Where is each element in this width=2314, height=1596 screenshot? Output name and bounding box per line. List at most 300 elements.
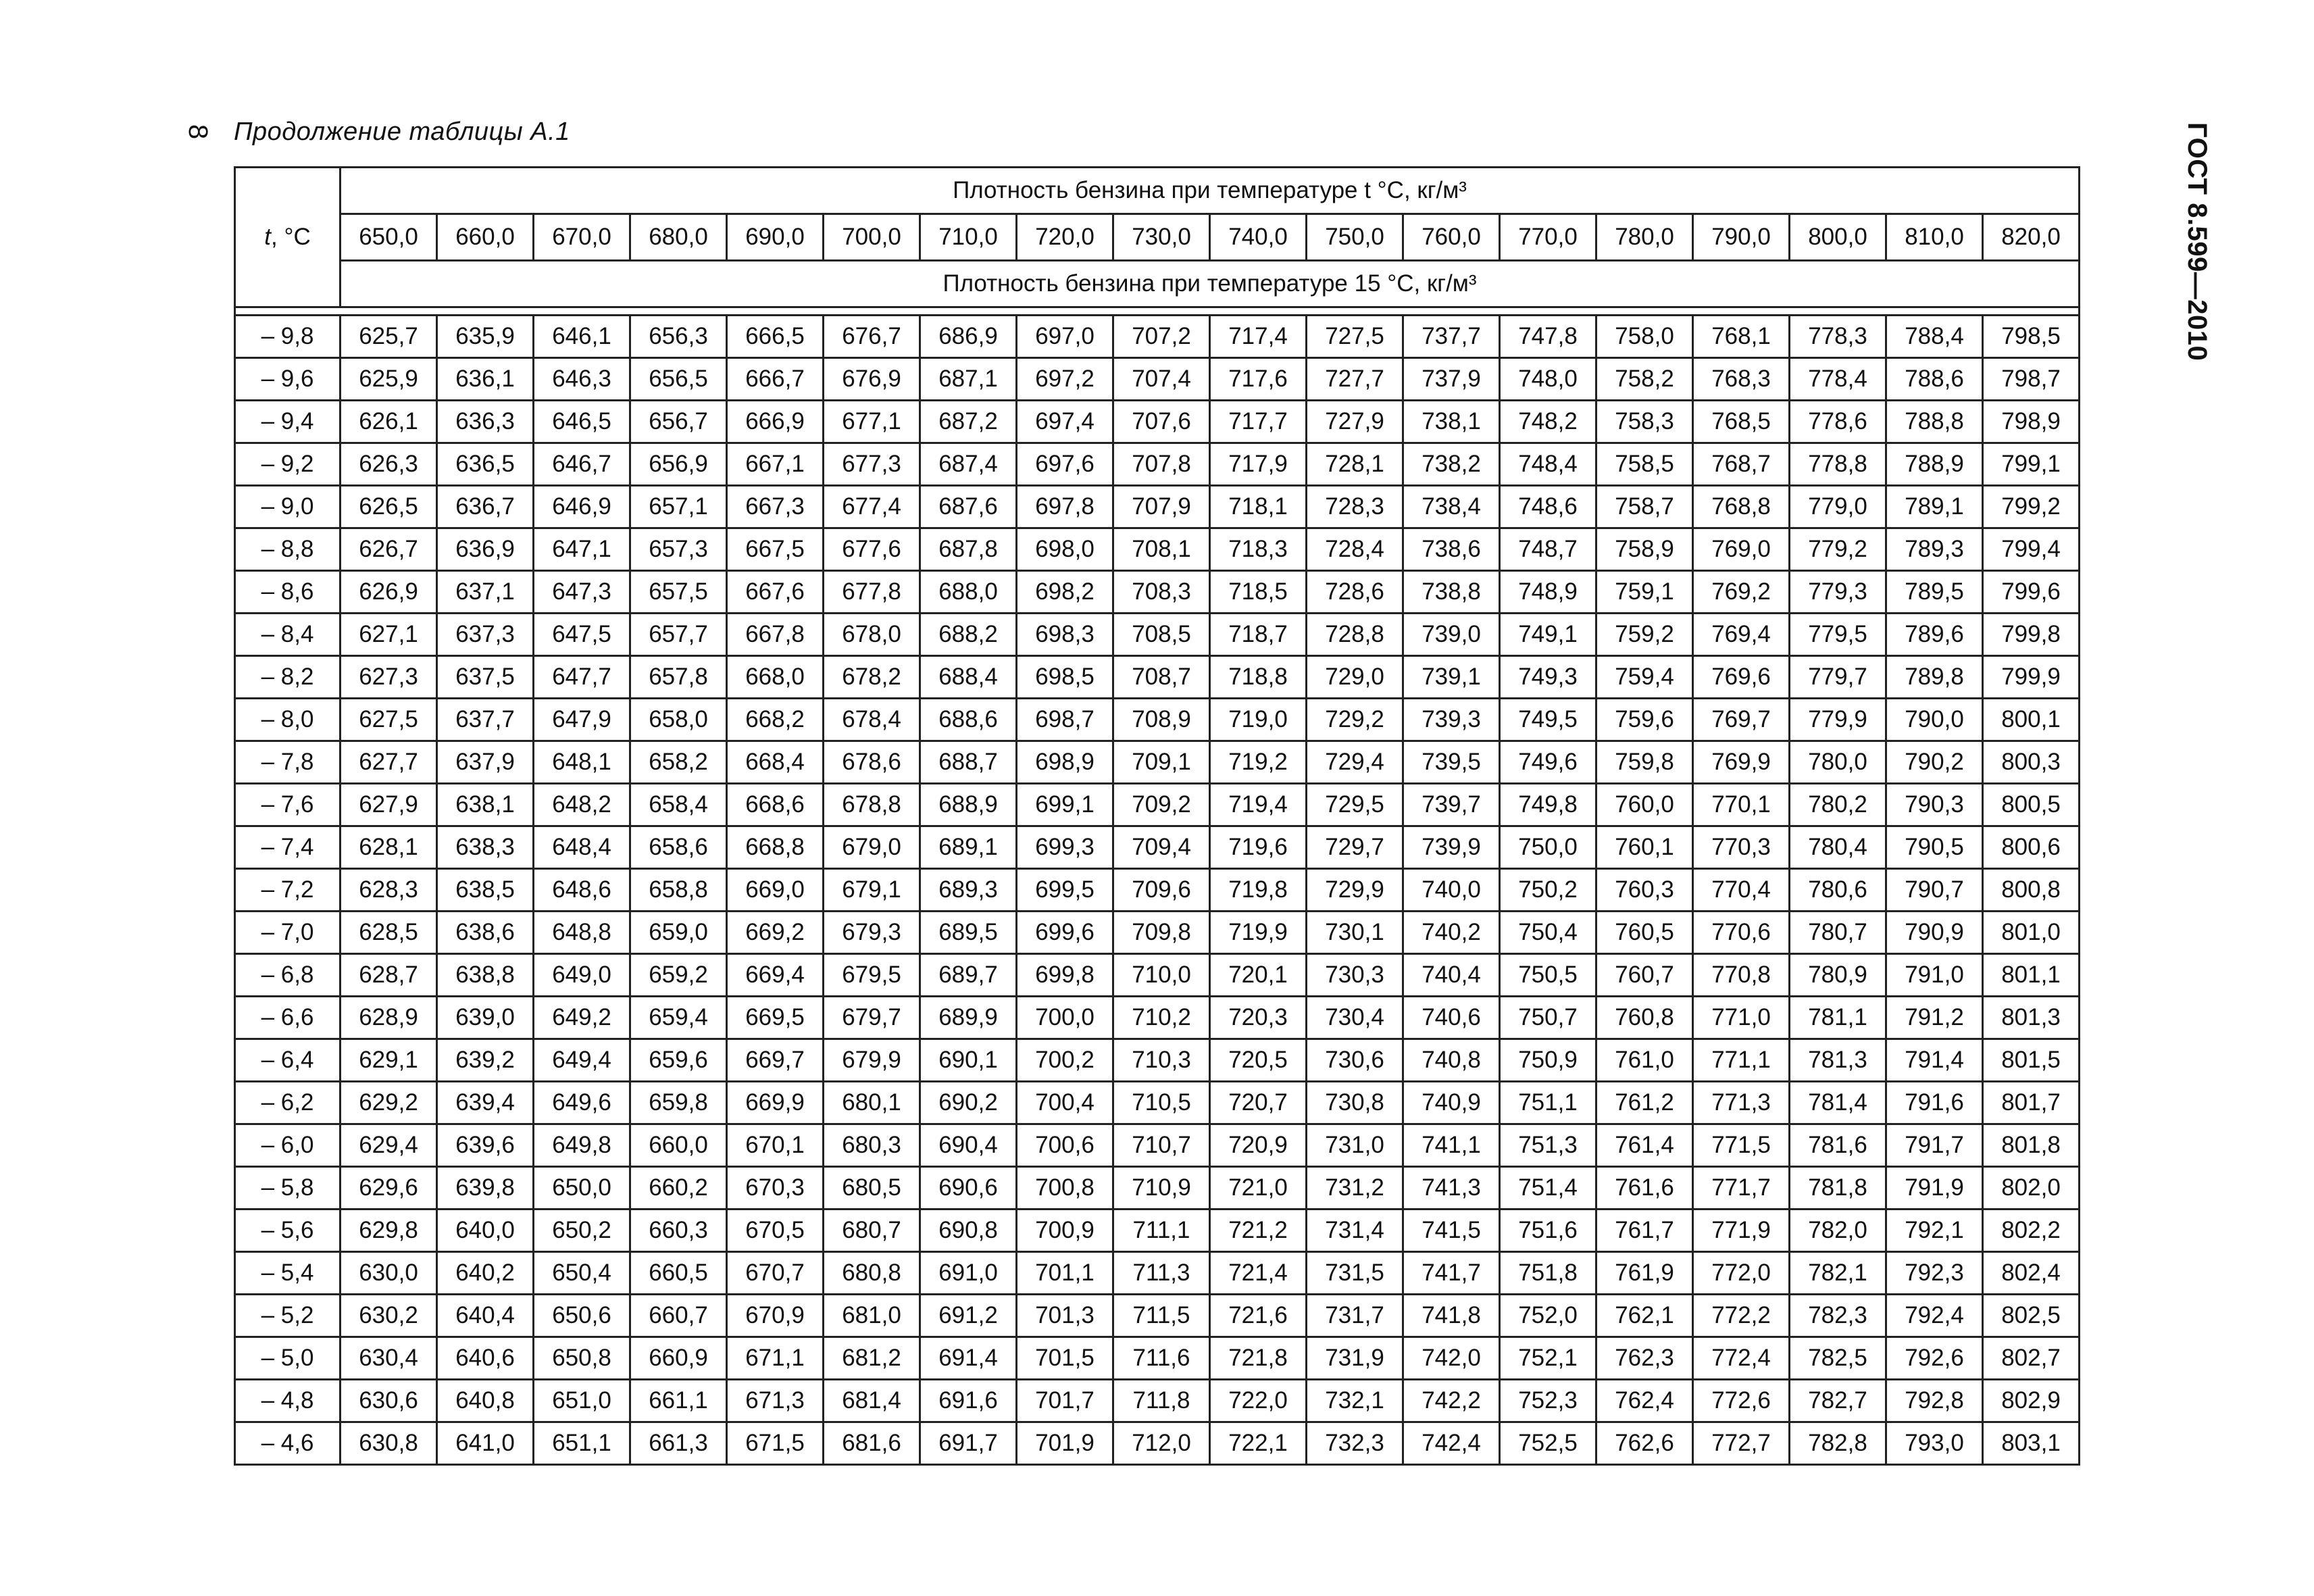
density-cell: 759,1 bbox=[1596, 571, 1693, 614]
density-cell: 751,4 bbox=[1500, 1167, 1596, 1210]
table-row bbox=[235, 826, 2080, 869]
density-cell: 801,7 bbox=[1983, 1082, 2080, 1124]
density-cell: 649,6 bbox=[534, 1082, 630, 1124]
density-cell: 669,0 bbox=[727, 869, 824, 912]
density-cell: 638,1 bbox=[437, 784, 534, 826]
density-cell: 647,9 bbox=[534, 699, 630, 741]
density-cell: 712,0 bbox=[1113, 1422, 1210, 1465]
density-cell: 741,1 bbox=[1403, 1124, 1500, 1167]
table-row bbox=[235, 1082, 2080, 1124]
density-cell: 688,9 bbox=[920, 784, 1017, 826]
density-cell: 799,4 bbox=[1983, 528, 2080, 571]
density-cell: 699,8 bbox=[1017, 954, 1113, 997]
density-cell: 688,4 bbox=[920, 656, 1017, 699]
density-cell: 658,4 bbox=[630, 784, 727, 826]
density-cell: 768,8 bbox=[1693, 486, 1790, 528]
temperature-cell: – 8,4 bbox=[235, 614, 341, 656]
density-cell: 707,6 bbox=[1113, 401, 1210, 443]
density-cell: 657,1 bbox=[630, 486, 727, 528]
density-cell: 780,2 bbox=[1790, 784, 1886, 826]
temperature-cell: – 7,0 bbox=[235, 912, 341, 954]
column-header: 690,0 bbox=[727, 214, 824, 261]
table-row bbox=[235, 571, 2080, 614]
density-cell: 677,3 bbox=[824, 443, 920, 486]
density-cell: 649,4 bbox=[534, 1039, 630, 1082]
density-cell: 722,1 bbox=[1210, 1422, 1307, 1465]
density-cell: 676,9 bbox=[824, 358, 920, 401]
density-cell: 801,0 bbox=[1983, 912, 2080, 954]
density-cell: 791,9 bbox=[1886, 1167, 1983, 1210]
column-header: 740,0 bbox=[1210, 214, 1307, 261]
density-cell: 667,3 bbox=[727, 486, 824, 528]
density-cell: 727,9 bbox=[1307, 401, 1403, 443]
density-cell: 659,4 bbox=[630, 997, 727, 1039]
density-cell: 749,6 bbox=[1500, 741, 1596, 784]
density-cell: 650,6 bbox=[534, 1295, 630, 1337]
density-cell: 638,6 bbox=[437, 912, 534, 954]
density-cell: 649,0 bbox=[534, 954, 630, 997]
density-cell: 772,7 bbox=[1693, 1422, 1790, 1465]
density-cell: 758,3 bbox=[1596, 401, 1693, 443]
density-cell: 799,6 bbox=[1983, 571, 2080, 614]
density-cell: 780,7 bbox=[1790, 912, 1886, 954]
density-cell: 678,6 bbox=[824, 741, 920, 784]
density-cell: 802,7 bbox=[1983, 1337, 2080, 1380]
density-cell: 739,1 bbox=[1403, 656, 1500, 699]
density-cell: 730,1 bbox=[1307, 912, 1403, 954]
density-cell: 748,7 bbox=[1500, 528, 1596, 571]
density-cell: 688,2 bbox=[920, 614, 1017, 656]
density-cell: 648,2 bbox=[534, 784, 630, 826]
density-cell: 760,3 bbox=[1596, 869, 1693, 912]
density-cell: 670,9 bbox=[727, 1295, 824, 1337]
density-cell: 669,9 bbox=[727, 1082, 824, 1124]
table-continuation-caption: Продолжение таблицы А.1 bbox=[234, 118, 570, 146]
density-cell: 801,5 bbox=[1983, 1039, 2080, 1082]
density-cell: 722,0 bbox=[1210, 1380, 1307, 1422]
density-cell: 748,2 bbox=[1500, 401, 1596, 443]
table-row bbox=[235, 1167, 2080, 1210]
density-cell: 646,7 bbox=[534, 443, 630, 486]
column-header: 820,0 bbox=[1983, 214, 2080, 261]
density-cell: 681,0 bbox=[824, 1295, 920, 1337]
density-cell: 626,1 bbox=[341, 401, 437, 443]
density-cell: 710,0 bbox=[1113, 954, 1210, 997]
density-cell: 729,0 bbox=[1307, 656, 1403, 699]
density-cell: 658,8 bbox=[630, 869, 727, 912]
temperature-cell: – 8,2 bbox=[235, 656, 341, 699]
density-cell: 759,2 bbox=[1596, 614, 1693, 656]
density-cell: 780,0 bbox=[1790, 741, 1886, 784]
density-cell: 791,7 bbox=[1886, 1124, 1983, 1167]
table-row bbox=[235, 656, 2080, 699]
temperature-cell: – 6,4 bbox=[235, 1039, 341, 1082]
density-cell: 761,7 bbox=[1596, 1210, 1693, 1252]
density-cell: 637,7 bbox=[437, 699, 534, 741]
density-cell: 801,8 bbox=[1983, 1124, 2080, 1167]
column-header: 760,0 bbox=[1403, 214, 1500, 261]
density-cell: 737,7 bbox=[1403, 316, 1500, 358]
density-cell: 677,8 bbox=[824, 571, 920, 614]
density-cell: 759,8 bbox=[1596, 741, 1693, 784]
density-cell: 760,1 bbox=[1596, 826, 1693, 869]
density-cell: 709,6 bbox=[1113, 869, 1210, 912]
density-cell: 646,9 bbox=[534, 486, 630, 528]
density-cell: 782,5 bbox=[1790, 1337, 1886, 1380]
density-cell: 639,4 bbox=[437, 1082, 534, 1124]
temperature-cell: – 7,8 bbox=[235, 741, 341, 784]
density-cell: 731,7 bbox=[1307, 1295, 1403, 1337]
density-cell: 699,6 bbox=[1017, 912, 1113, 954]
temperature-cell: – 9,6 bbox=[235, 358, 341, 401]
density-cell: 739,9 bbox=[1403, 826, 1500, 869]
density-cell: 728,6 bbox=[1307, 571, 1403, 614]
density-cell: 770,6 bbox=[1693, 912, 1790, 954]
density-cell: 741,8 bbox=[1403, 1295, 1500, 1337]
density-cell: 691,2 bbox=[920, 1295, 1017, 1337]
density-cell: 697,2 bbox=[1017, 358, 1113, 401]
density-cell: 760,0 bbox=[1596, 784, 1693, 826]
density-cell: 629,2 bbox=[341, 1082, 437, 1124]
density-cell: 640,8 bbox=[437, 1380, 534, 1422]
column-header: 730,0 bbox=[1113, 214, 1210, 261]
table-row bbox=[235, 614, 2080, 656]
density-cell: 762,4 bbox=[1596, 1380, 1693, 1422]
temperature-cell: – 5,0 bbox=[235, 1337, 341, 1380]
density-cell: 782,1 bbox=[1790, 1252, 1886, 1295]
density-cell: 691,7 bbox=[920, 1422, 1017, 1465]
density-cell: 636,7 bbox=[437, 486, 534, 528]
density-cell: 721,4 bbox=[1210, 1252, 1307, 1295]
density-cell: 651,0 bbox=[534, 1380, 630, 1422]
density-cell: 771,7 bbox=[1693, 1167, 1790, 1210]
density-cell: 629,1 bbox=[341, 1039, 437, 1082]
density-cell: 701,5 bbox=[1017, 1337, 1113, 1380]
density-cell: 789,8 bbox=[1886, 656, 1983, 699]
density-cell: 719,0 bbox=[1210, 699, 1307, 741]
density-cell: 698,5 bbox=[1017, 656, 1113, 699]
table-row bbox=[235, 1252, 2080, 1295]
density-cell: 667,5 bbox=[727, 528, 824, 571]
density-cell: 760,8 bbox=[1596, 997, 1693, 1039]
density-cell: 790,2 bbox=[1886, 741, 1983, 784]
density-cell: 679,1 bbox=[824, 869, 920, 912]
density-at-15c-header: Плотность бензина при температуре 15 °C, кг/м³ bbox=[341, 261, 2080, 307]
density-cell: 640,4 bbox=[437, 1295, 534, 1337]
density-cell: 680,1 bbox=[824, 1082, 920, 1124]
table-row bbox=[235, 784, 2080, 826]
density-cell: 779,0 bbox=[1790, 486, 1886, 528]
density-cell: 800,1 bbox=[1983, 699, 2080, 741]
density-cell: 791,4 bbox=[1886, 1039, 1983, 1082]
temperature-cell: – 5,2 bbox=[235, 1295, 341, 1337]
density-cell: 769,6 bbox=[1693, 656, 1790, 699]
density-cell: 647,1 bbox=[534, 528, 630, 571]
density-cell: 792,4 bbox=[1886, 1295, 1983, 1337]
density-cell: 668,8 bbox=[727, 826, 824, 869]
density-cell: 800,5 bbox=[1983, 784, 2080, 826]
density-cell: 750,2 bbox=[1500, 869, 1596, 912]
density-cell: 667,6 bbox=[727, 571, 824, 614]
density-cell: 728,1 bbox=[1307, 443, 1403, 486]
density-cell: 758,5 bbox=[1596, 443, 1693, 486]
density-cell: 711,3 bbox=[1113, 1252, 1210, 1295]
table-row bbox=[235, 401, 2080, 443]
temperature-header: t, °C bbox=[235, 168, 341, 307]
density-cell: 742,4 bbox=[1403, 1422, 1500, 1465]
density-cell: 800,3 bbox=[1983, 741, 2080, 784]
temperature-cell: – 8,8 bbox=[235, 528, 341, 571]
density-cell: 648,1 bbox=[534, 741, 630, 784]
density-cell: 648,6 bbox=[534, 869, 630, 912]
density-cell: 790,0 bbox=[1886, 699, 1983, 741]
density-cell: 790,9 bbox=[1886, 912, 1983, 954]
density-cell: 738,2 bbox=[1403, 443, 1500, 486]
density-cell: 752,1 bbox=[1500, 1337, 1596, 1380]
density-cell: 779,9 bbox=[1790, 699, 1886, 741]
density-cell: 761,9 bbox=[1596, 1252, 1693, 1295]
density-cell: 730,3 bbox=[1307, 954, 1403, 997]
density-cell: 738,6 bbox=[1403, 528, 1500, 571]
density-cell: 758,0 bbox=[1596, 316, 1693, 358]
density-cell: 668,0 bbox=[727, 656, 824, 699]
density-cell: 791,6 bbox=[1886, 1082, 1983, 1124]
density-cell: 669,2 bbox=[727, 912, 824, 954]
density-cell: 740,4 bbox=[1403, 954, 1500, 997]
temperature-cell: – 5,8 bbox=[235, 1167, 341, 1210]
density-cell: 799,9 bbox=[1983, 656, 2080, 699]
density-cell: 649,8 bbox=[534, 1124, 630, 1167]
table-row bbox=[235, 741, 2080, 784]
density-cell: 728,8 bbox=[1307, 614, 1403, 656]
density-cell: 679,5 bbox=[824, 954, 920, 997]
density-cell: 739,7 bbox=[1403, 784, 1500, 826]
density-cell: 637,1 bbox=[437, 571, 534, 614]
density-cell: 656,9 bbox=[630, 443, 727, 486]
density-cell: 650,8 bbox=[534, 1337, 630, 1380]
table-row bbox=[235, 1295, 2080, 1337]
density-cell: 658,2 bbox=[630, 741, 727, 784]
density-cell: 707,2 bbox=[1113, 316, 1210, 358]
density-cell: 698,3 bbox=[1017, 614, 1113, 656]
density-cell: 749,1 bbox=[1500, 614, 1596, 656]
table-row bbox=[235, 1422, 2080, 1465]
density-cell: 789,3 bbox=[1886, 528, 1983, 571]
density-cell: 781,3 bbox=[1790, 1039, 1886, 1082]
density-cell: 691,6 bbox=[920, 1380, 1017, 1422]
density-cell: 711,5 bbox=[1113, 1295, 1210, 1337]
density-cell: 751,6 bbox=[1500, 1210, 1596, 1252]
density-cell: 627,7 bbox=[341, 741, 437, 784]
density-cell: 646,5 bbox=[534, 401, 630, 443]
density-cell: 708,9 bbox=[1113, 699, 1210, 741]
density-cell: 639,6 bbox=[437, 1124, 534, 1167]
density-cell: 802,5 bbox=[1983, 1295, 2080, 1337]
density-cell: 651,1 bbox=[534, 1422, 630, 1465]
density-cell: 698,9 bbox=[1017, 741, 1113, 784]
density-cell: 752,3 bbox=[1500, 1380, 1596, 1422]
density-cell: 708,7 bbox=[1113, 656, 1210, 699]
density-cell: 719,6 bbox=[1210, 826, 1307, 869]
density-cell: 778,8 bbox=[1790, 443, 1886, 486]
density-cell: 761,6 bbox=[1596, 1167, 1693, 1210]
table-row bbox=[235, 1337, 2080, 1380]
density-cell: 646,1 bbox=[534, 316, 630, 358]
density-cell: 721,6 bbox=[1210, 1295, 1307, 1337]
density-cell: 720,9 bbox=[1210, 1124, 1307, 1167]
density-cell: 750,0 bbox=[1500, 826, 1596, 869]
temperature-cell: – 8,6 bbox=[235, 571, 341, 614]
density-cell: 677,1 bbox=[824, 401, 920, 443]
density-cell: 727,7 bbox=[1307, 358, 1403, 401]
density-cell: 629,8 bbox=[341, 1210, 437, 1252]
density-cell: 720,3 bbox=[1210, 997, 1307, 1039]
density-cell: 791,0 bbox=[1886, 954, 1983, 997]
density-cell: 739,3 bbox=[1403, 699, 1500, 741]
density-cell: 687,6 bbox=[920, 486, 1017, 528]
density-cell: 768,7 bbox=[1693, 443, 1790, 486]
density-cell: 636,9 bbox=[437, 528, 534, 571]
density-cell: 782,8 bbox=[1790, 1422, 1886, 1465]
density-cell: 666,5 bbox=[727, 316, 824, 358]
density-cell: 626,5 bbox=[341, 486, 437, 528]
density-cell: 708,3 bbox=[1113, 571, 1210, 614]
density-cell: 758,9 bbox=[1596, 528, 1693, 571]
density-cell: 772,2 bbox=[1693, 1295, 1790, 1337]
temperature-cell: – 9,2 bbox=[235, 443, 341, 486]
density-cell: 731,4 bbox=[1307, 1210, 1403, 1252]
density-cell: 800,6 bbox=[1983, 826, 2080, 869]
density-cell: 667,1 bbox=[727, 443, 824, 486]
density-cell: 638,8 bbox=[437, 954, 534, 997]
density-cell: 762,1 bbox=[1596, 1295, 1693, 1337]
column-header: 780,0 bbox=[1596, 214, 1693, 261]
density-cell: 717,9 bbox=[1210, 443, 1307, 486]
density-cell: 628,5 bbox=[341, 912, 437, 954]
density-cell: 699,3 bbox=[1017, 826, 1113, 869]
density-cell: 709,8 bbox=[1113, 912, 1210, 954]
density-cell: 660,9 bbox=[630, 1337, 727, 1380]
standard-code: ГОСТ 8.599—2010 bbox=[2182, 122, 2212, 361]
density-cell: 778,6 bbox=[1790, 401, 1886, 443]
density-cell: 640,0 bbox=[437, 1210, 534, 1252]
density-cell: 637,9 bbox=[437, 741, 534, 784]
density-cell: 689,5 bbox=[920, 912, 1017, 954]
density-cell: 718,7 bbox=[1210, 614, 1307, 656]
density-cell: 660,7 bbox=[630, 1295, 727, 1337]
density-cell: 659,8 bbox=[630, 1082, 727, 1124]
density-cell: 719,8 bbox=[1210, 869, 1307, 912]
temperature-cell: – 8,0 bbox=[235, 699, 341, 741]
density-cell: 690,8 bbox=[920, 1210, 1017, 1252]
density-cell: 749,5 bbox=[1500, 699, 1596, 741]
density-cell: 732,3 bbox=[1307, 1422, 1403, 1465]
density-cell: 721,8 bbox=[1210, 1337, 1307, 1380]
density-cell: 768,5 bbox=[1693, 401, 1790, 443]
density-cell: 668,4 bbox=[727, 741, 824, 784]
temperature-cell: – 6,2 bbox=[235, 1082, 341, 1124]
density-cell: 768,1 bbox=[1693, 316, 1790, 358]
density-cell: 700,9 bbox=[1017, 1210, 1113, 1252]
density-cell: 681,2 bbox=[824, 1337, 920, 1380]
density-cell: 701,9 bbox=[1017, 1422, 1113, 1465]
density-cell: 700,8 bbox=[1017, 1167, 1113, 1210]
density-cell: 739,5 bbox=[1403, 741, 1500, 784]
density-cell: 657,8 bbox=[630, 656, 727, 699]
density-cell: 739,0 bbox=[1403, 614, 1500, 656]
density-cell: 779,5 bbox=[1790, 614, 1886, 656]
density-cell: 657,3 bbox=[630, 528, 727, 571]
density-cell: 700,6 bbox=[1017, 1124, 1113, 1167]
density-cell: 679,0 bbox=[824, 826, 920, 869]
density-cell: 760,7 bbox=[1596, 954, 1693, 997]
density-cell: 640,2 bbox=[437, 1252, 534, 1295]
density-at-t-header: Плотность бензина при температуре t °C, кг/м³ bbox=[341, 168, 2080, 214]
density-cell: 751,1 bbox=[1500, 1082, 1596, 1124]
density-cell: 718,1 bbox=[1210, 486, 1307, 528]
density-cell: 779,2 bbox=[1790, 528, 1886, 571]
table-row bbox=[235, 1039, 2080, 1082]
density-cell: 677,4 bbox=[824, 486, 920, 528]
density-cell: 790,5 bbox=[1886, 826, 1983, 869]
column-header: 700,0 bbox=[824, 214, 920, 261]
density-cell: 781,6 bbox=[1790, 1124, 1886, 1167]
density-cell: 738,1 bbox=[1403, 401, 1500, 443]
density-cell: 798,7 bbox=[1983, 358, 2080, 401]
density-cell: 772,0 bbox=[1693, 1252, 1790, 1295]
density-cell: 789,5 bbox=[1886, 571, 1983, 614]
density-cell: 626,9 bbox=[341, 571, 437, 614]
density-cell: 628,3 bbox=[341, 869, 437, 912]
density-cell: 649,2 bbox=[534, 997, 630, 1039]
density-cell: 752,5 bbox=[1500, 1422, 1596, 1465]
density-cell: 625,7 bbox=[341, 316, 437, 358]
density-cell: 689,7 bbox=[920, 954, 1017, 997]
density-cell: 750,5 bbox=[1500, 954, 1596, 997]
density-cell: 677,6 bbox=[824, 528, 920, 571]
column-header: 810,0 bbox=[1886, 214, 1983, 261]
density-cell: 740,0 bbox=[1403, 869, 1500, 912]
density-cell: 781,4 bbox=[1790, 1082, 1886, 1124]
density-cell: 782,0 bbox=[1790, 1210, 1886, 1252]
density-cell: 647,3 bbox=[534, 571, 630, 614]
density-cell: 710,3 bbox=[1113, 1039, 1210, 1082]
density-cell: 750,7 bbox=[1500, 997, 1596, 1039]
density-cell: 637,3 bbox=[437, 614, 534, 656]
density-cell: 640,6 bbox=[437, 1337, 534, 1380]
density-cell: 681,6 bbox=[824, 1422, 920, 1465]
page-number: 8 bbox=[183, 124, 213, 140]
density-cell: 639,8 bbox=[437, 1167, 534, 1210]
density-cell: 678,4 bbox=[824, 699, 920, 741]
density-cell: 627,1 bbox=[341, 614, 437, 656]
density-cell: 798,9 bbox=[1983, 401, 2080, 443]
density-cell: 699,5 bbox=[1017, 869, 1113, 912]
density-cell: 802,0 bbox=[1983, 1167, 2080, 1210]
density-cell: 687,4 bbox=[920, 443, 1017, 486]
density-cell: 780,9 bbox=[1790, 954, 1886, 997]
density-cell: 771,1 bbox=[1693, 1039, 1790, 1082]
density-cell: 650,4 bbox=[534, 1252, 630, 1295]
density-cell: 801,3 bbox=[1983, 997, 2080, 1039]
density-cell: 710,2 bbox=[1113, 997, 1210, 1039]
density-cell: 750,4 bbox=[1500, 912, 1596, 954]
density-cell: 759,6 bbox=[1596, 699, 1693, 741]
table-row bbox=[235, 954, 2080, 997]
table-row bbox=[235, 316, 2080, 358]
density-cell: 730,8 bbox=[1307, 1082, 1403, 1124]
column-header: 770,0 bbox=[1500, 214, 1596, 261]
